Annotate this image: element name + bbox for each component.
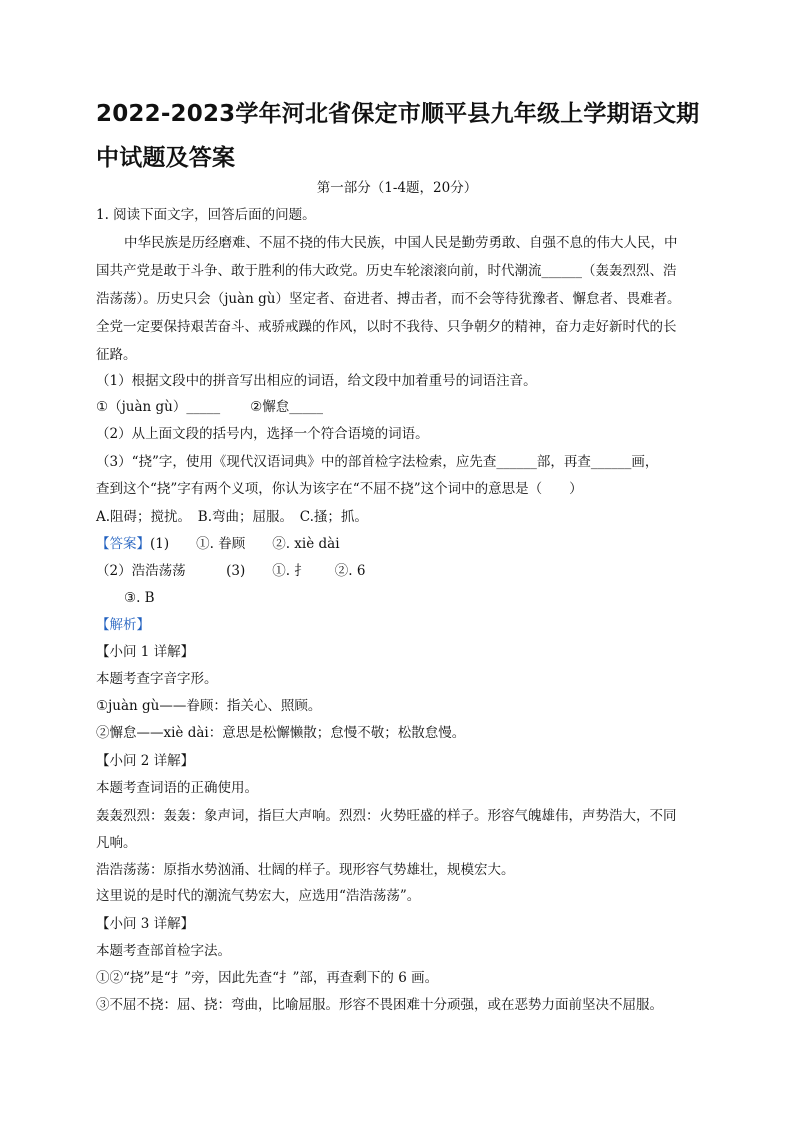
answer-line: （2）浩浩荡荡 (3) ①. 扌 ②. 6 — [96, 563, 366, 579]
analysis-line: 浩浩荡荡：原指水势汹涌、壮阔的样子。现形容气势雄壮，规模宏大。 — [96, 862, 515, 878]
analysis-line: 轰轰烈烈：轰轰：象声词，指巨大声响。烈烈：火势旺盛的样子。形容气魄雄伟，声势浩大，不同 — [96, 808, 677, 824]
analysis-line: 本题考查词语的正确使用。 — [96, 780, 258, 796]
passage-line: 全党一定要保持艰苦奋斗、戒骄戒躁的作风，以时不我待、只争朝夕的精神，奋力走好新时代的长 — [96, 319, 677, 335]
subquestion-2: （2）从上面文段的括号内，选择一个符合语境的词语。 — [96, 426, 429, 442]
blank-b: ②懈怠_____ — [250, 399, 323, 415]
passage-line: 国共产党是敢于斗争、敢于胜利的伟大政党。历史车轮滚滚向前，时代潮流______（轰轰烈烈、浩 — [96, 263, 677, 279]
analysis-heading: 【小问 2 详解】 — [96, 753, 195, 769]
analysis-line: 凡响。 — [96, 835, 137, 851]
subquestion-3-line: 查到这个“挠”字有两个义项，你认为该字在“不屈不挠”这个词中的意思是（ ） — [96, 481, 583, 497]
document-title: 2022-2023学年河北省保定市顺平县九年级上学期语文期中试题及答案 — [96, 101, 700, 171]
subquestion-1-blanks — [96, 397, 323, 417]
analysis-line: 这里说的是时代的潮流气势宏大，应选用“浩浩荡荡”。 — [96, 888, 421, 904]
blank-a: ①（juàn gù）_____ — [96, 399, 221, 415]
passage-line: 中华民族是历经磨难、不屈不挠的伟大民族，中国人民是勤劳勇敢、自强不息的伟大人民，中 — [124, 235, 678, 251]
analysis-heading: 【小问 1 详解】 — [96, 644, 195, 660]
subquestion-1: （1）根据文段中的拼音写出相应的词语，给文段中加着重号的词语注音。 — [96, 373, 537, 389]
analysis-line: 本题考查部首检字法。 — [96, 943, 231, 959]
passage-line: 征路。 — [96, 347, 137, 363]
analysis-line: 本题考查字音字形。 — [96, 671, 218, 687]
section-header: 第一部分（1-4题，20分） — [316, 180, 478, 196]
analysis-heading: 【小问 3 详解】 — [96, 916, 195, 932]
passage-line: 浩荡荡）。历史只会（juàn gù）坚定者、奋进者、搏击者，而不会等待犹豫者、懈怠者、畏难者。 — [96, 291, 681, 307]
answer-text: (1) ①. 眷顾 ②. xiè dài — [150, 536, 340, 552]
analysis-line: ②懈怠——xiè dài：意思是松懈懒散；怠慢不敬；松散怠慢。 — [96, 725, 466, 741]
question-stem: 1. 阅读下面文字，回答后面的问题。 — [96, 207, 316, 223]
subquestion-3-options: A.阻碍；搅扰。 B.弯曲；屈服。 C.搔；抓。 — [96, 509, 368, 525]
answer-line — [96, 534, 340, 554]
analysis-label: 【解析】 — [96, 617, 150, 633]
analysis-line: ①②“挠”是“扌”旁，因此先查“扌”部，再查剩下的 6 画。 — [96, 970, 439, 986]
analysis-line: ①juàn gù——眷顾：指关心、照顾。 — [96, 698, 322, 714]
answer-line: ③. B — [124, 590, 155, 606]
subquestion-3-line: （3）“挠”字，使用《现代汉语词典》中的部首检字法检索，应先查______部，再查______画， — [96, 454, 659, 470]
analysis-line: ③不屈不挠：屈、挠：弯曲，比喻屈服。形容不畏困难十分顽强，或在恶势力面前坚决不屈服。 — [96, 997, 663, 1013]
answer-label: 【答案】 — [96, 536, 150, 552]
